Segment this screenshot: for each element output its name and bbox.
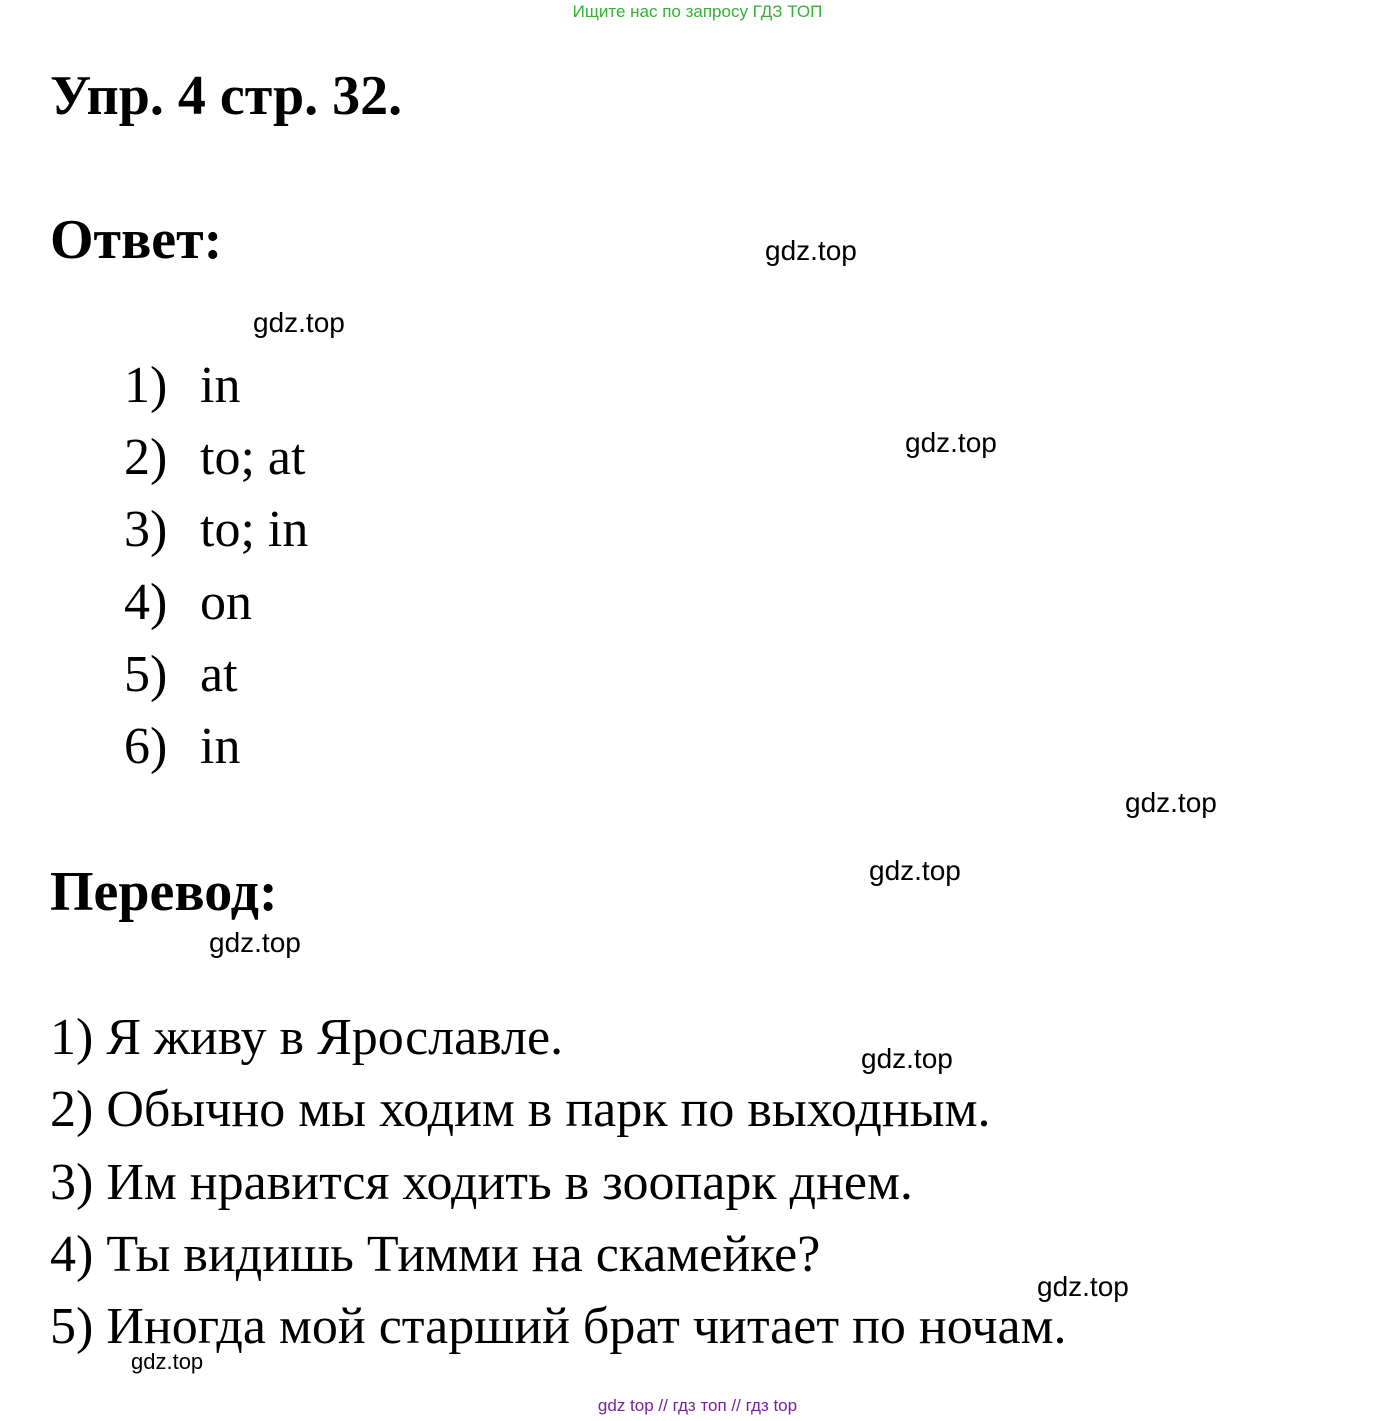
answer-item bbox=[124, 356, 240, 416]
watermark: gdz.top bbox=[131, 1349, 204, 1374]
answer-number: 3) bbox=[124, 501, 168, 558]
answer-number: 4) bbox=[124, 574, 168, 631]
translation-heading: Перевод: bbox=[50, 861, 278, 923]
answer-number: 5) bbox=[124, 646, 168, 703]
answer-text: on bbox=[200, 574, 252, 631]
watermark: gdz.top bbox=[765, 235, 857, 266]
answer-text: to; in bbox=[200, 501, 309, 558]
watermark: gdz.top bbox=[1037, 1271, 1129, 1302]
answer-text: at bbox=[200, 646, 238, 703]
answer-text: in bbox=[200, 718, 241, 775]
answer-number: 6) bbox=[124, 718, 168, 775]
answer-text: in bbox=[200, 357, 241, 414]
top-banner: Ищите нас по запросу ГДЗ ТОП bbox=[572, 2, 823, 21]
answer-item bbox=[124, 645, 238, 705]
watermark: gdz.top bbox=[1125, 787, 1217, 818]
translation-item: 3) Им нравится ходить в зоопарк днем. bbox=[50, 1154, 913, 1211]
answer-item bbox=[124, 428, 305, 488]
answer-item bbox=[124, 500, 308, 560]
watermark: gdz.top bbox=[905, 427, 997, 458]
bottom-banner: gdz top // гдз топ // гдз top bbox=[597, 1396, 798, 1415]
watermark: gdz.top bbox=[861, 1043, 953, 1074]
translation-item: 2) Обычно мы ходим в парк по выходным. bbox=[50, 1081, 991, 1138]
page-title: Упр. 4 стр. 32. bbox=[50, 65, 403, 127]
translation-item: 5) Иногда мой старший брат читает по ночам. bbox=[50, 1298, 1067, 1355]
answer-item bbox=[124, 573, 252, 633]
watermark: gdz.top bbox=[209, 927, 301, 958]
answer-item bbox=[124, 717, 240, 777]
translation-item: 1) Я живу в Ярославле. bbox=[50, 1009, 564, 1066]
answer-number: 1) bbox=[124, 357, 168, 414]
answer-text: to; at bbox=[200, 429, 306, 486]
answer-heading: Ответ: bbox=[50, 209, 223, 271]
watermark: gdz.top bbox=[253, 307, 345, 338]
translation-item: 4) Ты видишь Тимми на скамейке? bbox=[50, 1226, 821, 1283]
answer-number: 2) bbox=[124, 429, 168, 486]
watermark: gdz.top bbox=[869, 855, 961, 886]
